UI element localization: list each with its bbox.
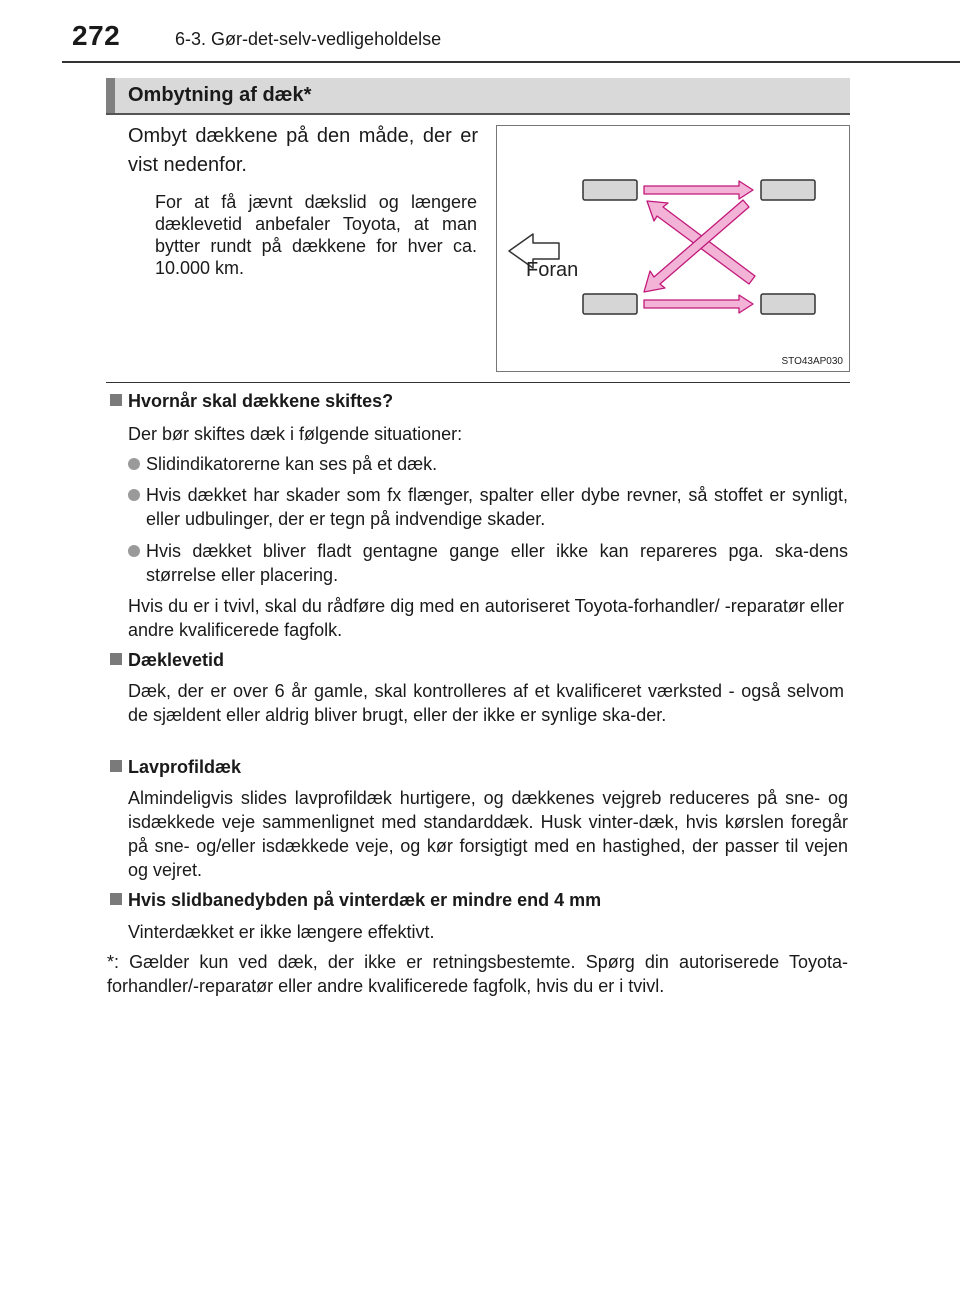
heading-square-icon <box>110 394 122 406</box>
heading-square-icon <box>110 653 122 665</box>
figure-code: STO43AP030 <box>781 356 843 367</box>
tire-rotation-diagram <box>497 126 849 371</box>
page-number: 272 <box>72 20 121 51</box>
tire-front-right <box>583 294 637 314</box>
section-marker <box>106 78 115 113</box>
chapter-title: 6-3. Gør-det-selv-vedligeholdelse <box>175 29 442 49</box>
arrow-top-horizontal <box>644 181 753 199</box>
paragraph-change-intro: Der bør skiftes dæk i følgende situationer: <box>128 424 463 444</box>
intro-lead-text: Ombyt dækkene på den måde, der er vist nedenfor. <box>128 125 478 176</box>
bullet-dot-icon <box>128 545 140 557</box>
header-divider <box>62 61 960 63</box>
front-label: Foran <box>526 259 579 281</box>
list-item: Hvis dækket har skader som fx flænger, spalter eller dybe revner, så stoffet er synligt, eller udbulinger, der er tegn på indvendige skader. <box>128 483 848 531</box>
heading-low-profile: Lavprofildæk <box>110 757 241 778</box>
heading-square-icon <box>110 893 122 905</box>
heading-tire-lifetime: Dæklevetid <box>110 650 224 671</box>
tire-rear-right <box>761 294 815 314</box>
heading-square-icon <box>110 760 122 772</box>
arrow-bottom-horizontal <box>644 295 753 313</box>
paragraph-tire-lifetime: Dæk, der er over 6 år gamle, skal kontrolleres af et kvalificeret værksted - også selvom de sjældent eller aldrig bliver brugt, eller der ikke er synlige ska-der. <box>128 681 844 725</box>
content-divider <box>106 382 850 383</box>
bullet-dot-icon <box>128 458 140 470</box>
footnote: *: Gælder kun ved dæk, der ikke er retningsbestemte. Spørg din autoriserede Toyota-forhandler/-reparatør eller andre kvalificerede fagfolk, hvis du er i tvivl. <box>107 952 848 996</box>
heading-when-to-change: Hvornår skal dækkene skiftes? <box>110 391 393 412</box>
paragraph-change-outro: Hvis du er i tvivl, skal du rådføre dig med en autoriseret Toyota-forhandler/ -reparatør eller andre kvalificerede fagfolk. <box>128 596 844 640</box>
tire-rotation-figure <box>496 125 850 372</box>
intro-note-text: For at få jævnt dækslid og længere dæklevetid anbefaler Toyota, at man bytter rundt på dækkene for hver ca. 10.000 km. <box>155 192 477 278</box>
bullet-dot-icon <box>128 489 140 501</box>
paragraph-low-profile: Almindeligvis slides lavprofildæk hurtigere, og dækkenes vejgreb reduceres på sne- og isdækkede veje sammenlignet med standarddæk. Husk vinter-dæk, hvis kørslen foregår på sne- og/eller isdækkede veje, og kør forsigtigt med en hastighed, der passer til vejen og vejret. <box>128 788 848 880</box>
section-heading-bar <box>106 78 850 113</box>
section-divider <box>106 113 850 115</box>
page-header <box>0 0 960 62</box>
tire-rear-left <box>761 180 815 200</box>
list-item: Hvis dækket bliver fladt gentagne gange eller ikke kan repareres pga. ska-dens størrelse eller placering. <box>128 539 848 587</box>
paragraph-winter-tread: Vinterdækket er ikke længere effektivt. <box>128 922 435 942</box>
heading-winter-tread: Hvis slidbanedybden på vinterdæk er mindre end 4 mm <box>110 890 601 911</box>
list-item: Slidindikatorerne kan ses på et dæk. <box>128 452 848 476</box>
tire-front-left <box>583 180 637 200</box>
section-title: Ombytning af dæk* <box>128 84 312 106</box>
